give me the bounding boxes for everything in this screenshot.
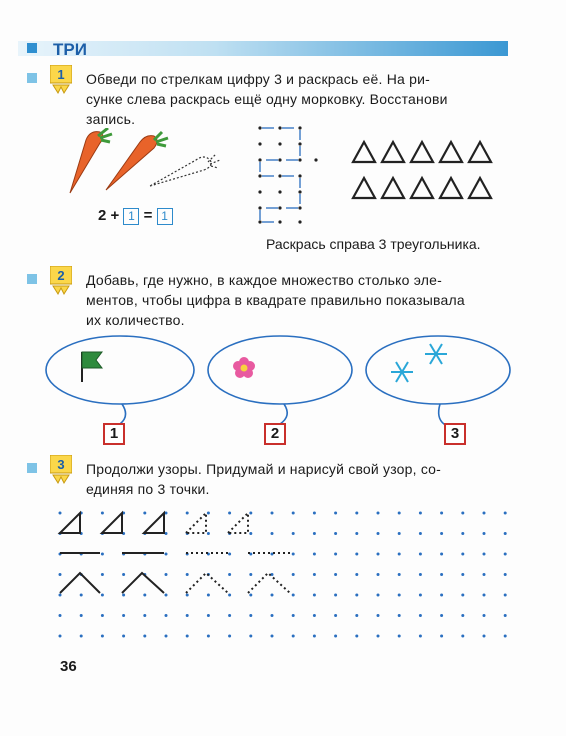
pattern-row-chevrons [60,573,290,593]
grid-dot [504,635,507,638]
grid-dot [228,635,231,638]
butterfly-icon [53,85,69,93]
grid-dot [101,573,104,576]
grid-dot [101,594,104,597]
grid-dot [122,614,125,617]
grid-dot [186,594,189,597]
grid-dot [334,512,337,515]
grid-dot [186,614,189,617]
grid-dot [483,594,486,597]
grid-dot [101,553,104,556]
grid-dot [292,553,295,556]
task-1-caption: Раскрась справа 3 треугольника. [266,236,481,252]
header-bar [18,41,508,56]
grid-dot [249,532,252,535]
header-marker [27,43,37,53]
grid-dot [377,532,380,535]
grid-dot [461,614,464,617]
grid-dot [440,553,443,556]
grid-dot [334,614,337,617]
grid-dot [483,614,486,617]
grid-dot [398,614,401,617]
equation-box[interactable]: 1 [123,208,139,225]
grid-dot [398,532,401,535]
grid-dot [440,614,443,617]
grid-dot [483,573,486,576]
grid-dot [186,512,189,515]
task-2-line: их количество. [86,312,185,328]
grid-dot [186,635,189,638]
grid-dot [271,594,274,597]
grid-dot [165,573,168,576]
grid-dot [398,553,401,556]
digit-three-tracing [250,122,322,228]
grid-dot [355,594,358,597]
grid-dot [355,512,358,515]
task-1-line: сунке слева раскрась ещё одну морковку. Восстанови [86,91,448,107]
grid-dot [461,635,464,638]
set-oval-1 [46,336,194,404]
grid-dot [504,532,507,535]
grid-dot [122,594,125,597]
grid-dot [165,635,168,638]
grid-dot [59,594,62,597]
grid-dot [59,573,62,576]
grid-dot [377,573,380,576]
triangles-group [350,138,500,202]
task-marker [27,463,37,473]
grid-dot [101,635,104,638]
grid-dot [504,512,507,515]
task-2-line: Добавь, где нужно, в каждое множество столько эле- [86,272,442,288]
grid-dot [143,614,146,617]
grid-dot [249,614,252,617]
butterfly-icon [53,286,69,294]
grid-dot [483,512,486,515]
grid-dot [504,553,507,556]
grid-dot [504,573,507,576]
task-badge-1 [50,65,72,95]
grid-dot [355,573,358,576]
page-title: ТРИ [53,40,87,59]
grid-dot [292,532,295,535]
carrots-illustration [60,128,230,198]
grid-dot [165,594,168,597]
grid-dot [440,532,443,535]
set-count-box[interactable]: 1 [103,423,125,445]
grid-dot [80,594,83,597]
grid-dot [440,635,443,638]
grid-dot [101,512,104,515]
grid-dot [143,635,146,638]
grid-dot [59,614,62,617]
task-3-line: единяя по 3 точки. [86,481,210,497]
grid-dot [207,594,210,597]
grid-dot [271,512,274,515]
snowflake-icon [425,344,447,364]
grid-dot [355,635,358,638]
grid-dot [419,614,422,617]
butterfly-icon [53,475,69,483]
task-3-text [86,459,441,499]
carrot-icon [70,128,112,193]
grid-dot [398,635,401,638]
grid-dot [207,614,210,617]
task-2-line: ментов, чтобы цифра в квадрате правильно показывала [86,292,465,308]
grid-dot [249,512,252,515]
grid-dot [461,553,464,556]
grid-dot [419,553,422,556]
grid-dot [419,532,422,535]
grid-dot [334,532,337,535]
equation-term: 2 [98,207,107,224]
grid-dot [143,594,146,597]
grid-dot [334,594,337,597]
grid-dot [228,573,231,576]
grid-dot [207,532,210,535]
grid-dot [440,573,443,576]
task-marker [27,274,37,284]
equation [98,207,173,225]
pattern-dot-grid[interactable] [52,505,522,650]
grid-dot [313,614,316,617]
grid-dot [334,573,337,576]
grid-dot [313,532,316,535]
grid-dot [228,553,231,556]
grid-dot [483,553,486,556]
task-1-line: запись. [86,111,136,127]
snowflake-icon [391,362,413,382]
grid-dot [249,573,252,576]
grid-dot [313,573,316,576]
grid-dot [355,532,358,535]
equation-box[interactable]: 1 [157,208,173,225]
grid-dot [80,614,83,617]
grid-dot [59,512,62,515]
carrot-outline-icon [150,154,220,186]
grid-dot [440,594,443,597]
task-badge-3 [50,455,72,485]
grid-dot [292,594,295,597]
task-1-line: Обведи по стрелкам цифру 3 и раскрась её. На ри- [86,71,430,87]
grid-dot [292,614,295,617]
grid-dot [207,635,210,638]
grid-dot [313,635,316,638]
flag-icon [82,352,102,382]
grid-dot [122,635,125,638]
grid-dot [271,614,274,617]
pattern-row-triangles [60,513,248,533]
set-oval-3 [366,336,510,404]
equation-operator: = [143,207,153,224]
grid-dot [483,532,486,535]
grid-dot [271,532,274,535]
grid-dot [504,614,507,617]
grid-dot [207,512,210,515]
equation-operator: + [110,207,120,224]
grid-dot [143,512,146,515]
grid-dot [249,594,252,597]
set-count-box[interactable]: 3 [444,423,466,445]
task-1-text [86,69,448,129]
grid-dot [334,635,337,638]
grid-dot [165,553,168,556]
task-2-number: 2 [57,268,65,283]
task-badge-2 [50,266,72,296]
task-2-text [86,270,465,330]
grid-dot [398,512,401,515]
page-number: 36 [60,658,77,675]
grid-dot [228,512,231,515]
grid-dot [313,512,316,515]
grid-dot [504,594,507,597]
grid-dot [228,614,231,617]
grid-dot [292,573,295,576]
grid-dot [377,512,380,515]
grid-dot [313,553,316,556]
grid-dot [440,512,443,515]
grid-dot [398,594,401,597]
grid-dot [334,553,337,556]
grid-dot [461,512,464,515]
grid-dot [101,614,104,617]
grid-dot [419,635,422,638]
grid-dot [80,635,83,638]
grid-dot [377,594,380,597]
grid-dot [461,594,464,597]
grid-dot [483,635,486,638]
task-3-line: Продолжи узоры. Придумай и нарисуй свой узор, со- [86,461,442,477]
flower-icon [233,357,255,378]
task-1-number: 1 [57,67,65,82]
grid-dots [59,512,507,638]
grid-dot [377,635,380,638]
grid-dot [249,635,252,638]
grid-dot [355,614,358,617]
grid-dot [461,532,464,535]
set-count-box[interactable]: 2 [264,423,286,445]
grid-dot [122,573,125,576]
task-marker [27,73,37,83]
grid-dot [377,614,380,617]
grid-dot [355,553,358,556]
grid-dot [419,512,422,515]
grid-dot [419,594,422,597]
grid-dot [292,635,295,638]
set-oval-2 [208,336,352,404]
grid-dot [228,594,231,597]
grid-dot [461,573,464,576]
grid-dot [271,635,274,638]
grid-dot [419,573,422,576]
task-3-number: 3 [57,457,65,472]
grid-dot [165,614,168,617]
grid-dot [292,512,295,515]
grid-dot [186,573,189,576]
grid-dot [398,573,401,576]
grid-dot [377,553,380,556]
grid-dot [59,635,62,638]
grid-dot [313,594,316,597]
